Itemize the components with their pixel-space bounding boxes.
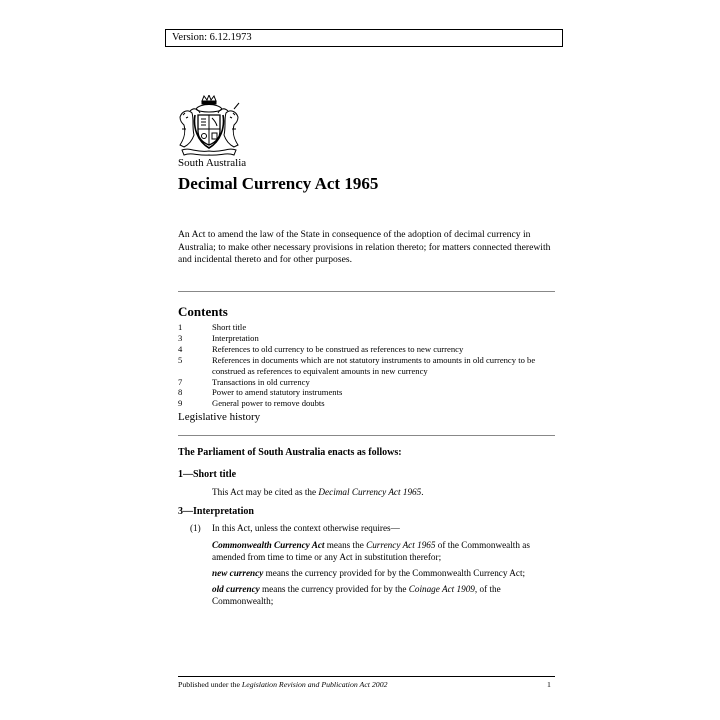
coat-of-arms-graphic — [176, 95, 242, 157]
contents-heading: Contents — [178, 304, 228, 319]
toc-item-title: References to old currency to be construed as references to new currency — [212, 343, 464, 354]
divider — [178, 291, 555, 292]
subsection-text: In this Act, unless the context otherwise requires— — [212, 523, 400, 533]
version-box — [165, 29, 563, 47]
toc-item-title: Transactions in old currency — [212, 376, 310, 387]
toc-item-title: Power to amend statutory instruments — [212, 387, 343, 398]
coat-of-arms-icon — [176, 95, 242, 157]
toc-item-number: 4 — [178, 343, 183, 354]
toc-item-number: 3 — [178, 332, 183, 343]
toc-item-number: 7 — [178, 376, 183, 387]
toc-item-title: Short title — [212, 322, 247, 332]
defined-term: new currency — [212, 568, 264, 578]
act-citation: Currency Act 1965 — [366, 540, 436, 550]
toc-item-number: 8 — [178, 387, 183, 398]
toc-item[interactable] — [178, 322, 558, 333]
text-run: , of the Commonwealth; — [212, 584, 501, 606]
act-citation: Legislation Revision and Publication Act 2002 — [241, 680, 388, 689]
toc-item-number: 1 — [178, 322, 183, 332]
act-citation: Coinage Act 1909 — [408, 584, 475, 594]
toc-item[interactable] — [178, 377, 558, 388]
toc-item-number: 9 — [178, 398, 183, 409]
defined-term: old currency — [212, 584, 260, 594]
toc-item[interactable] — [178, 333, 558, 344]
section-text — [212, 487, 424, 499]
enacting-formula: The Parliament of South Australia enacts as follows: — [178, 447, 402, 458]
text-run: means the currency provided for by the Commonwealth Currency Act; — [263, 568, 526, 578]
toc-item[interactable] — [178, 387, 558, 398]
state-name: South Australia — [178, 157, 247, 169]
section-heading: 3—Interpretation — [178, 506, 254, 517]
text-run: means the currency provided for by the — [259, 584, 409, 594]
legislative-history-link[interactable]: Legislative history — [178, 411, 261, 423]
footer-divider — [178, 676, 555, 677]
text-run: This Act may be cited as the — [212, 487, 319, 497]
act-citation: Decimal Currency Act 1965 — [318, 487, 422, 497]
table-of-contents — [178, 322, 558, 409]
definition — [212, 584, 557, 607]
text-run: . — [421, 487, 424, 497]
toc-item-number: 5 — [178, 354, 183, 365]
toc-item[interactable] — [178, 344, 558, 355]
version-label: Version: 6.12.1973 — [172, 32, 252, 43]
toc-item-title: References in documents which are not statutory instruments to amounts in old currency to be construed as references to equivalent amounts in new currency — [212, 354, 536, 376]
subsection-number: (1) — [190, 523, 201, 533]
divider — [178, 435, 555, 436]
defined-term: Commonwealth Currency Act — [212, 540, 325, 550]
toc-item-title: Interpretation — [212, 332, 259, 343]
text-run: means the — [324, 540, 367, 550]
definition — [212, 540, 557, 563]
long-title: An Act to amend the law of the State in consequence of the adoption of decimal currency in Australia; to make other necessary provisions in relation thereto; for matters connected therewith and incidental thereto and for other purposes. — [178, 229, 551, 265]
section-heading: 1—Short title — [178, 469, 237, 480]
footer-publication — [178, 680, 388, 689]
toc-item[interactable] — [178, 398, 558, 409]
definition — [212, 568, 557, 580]
act-title: Decimal Currency Act 1965 — [178, 174, 379, 193]
text-run: Published under the — [178, 680, 242, 689]
toc-item[interactable] — [178, 355, 558, 377]
page-number: 1 — [547, 680, 551, 689]
text-run: of the Commonwealth as amended from time to time or any Act in substitution therefor; — [212, 540, 530, 562]
toc-item-title: General power to remove doubts — [212, 398, 325, 409]
